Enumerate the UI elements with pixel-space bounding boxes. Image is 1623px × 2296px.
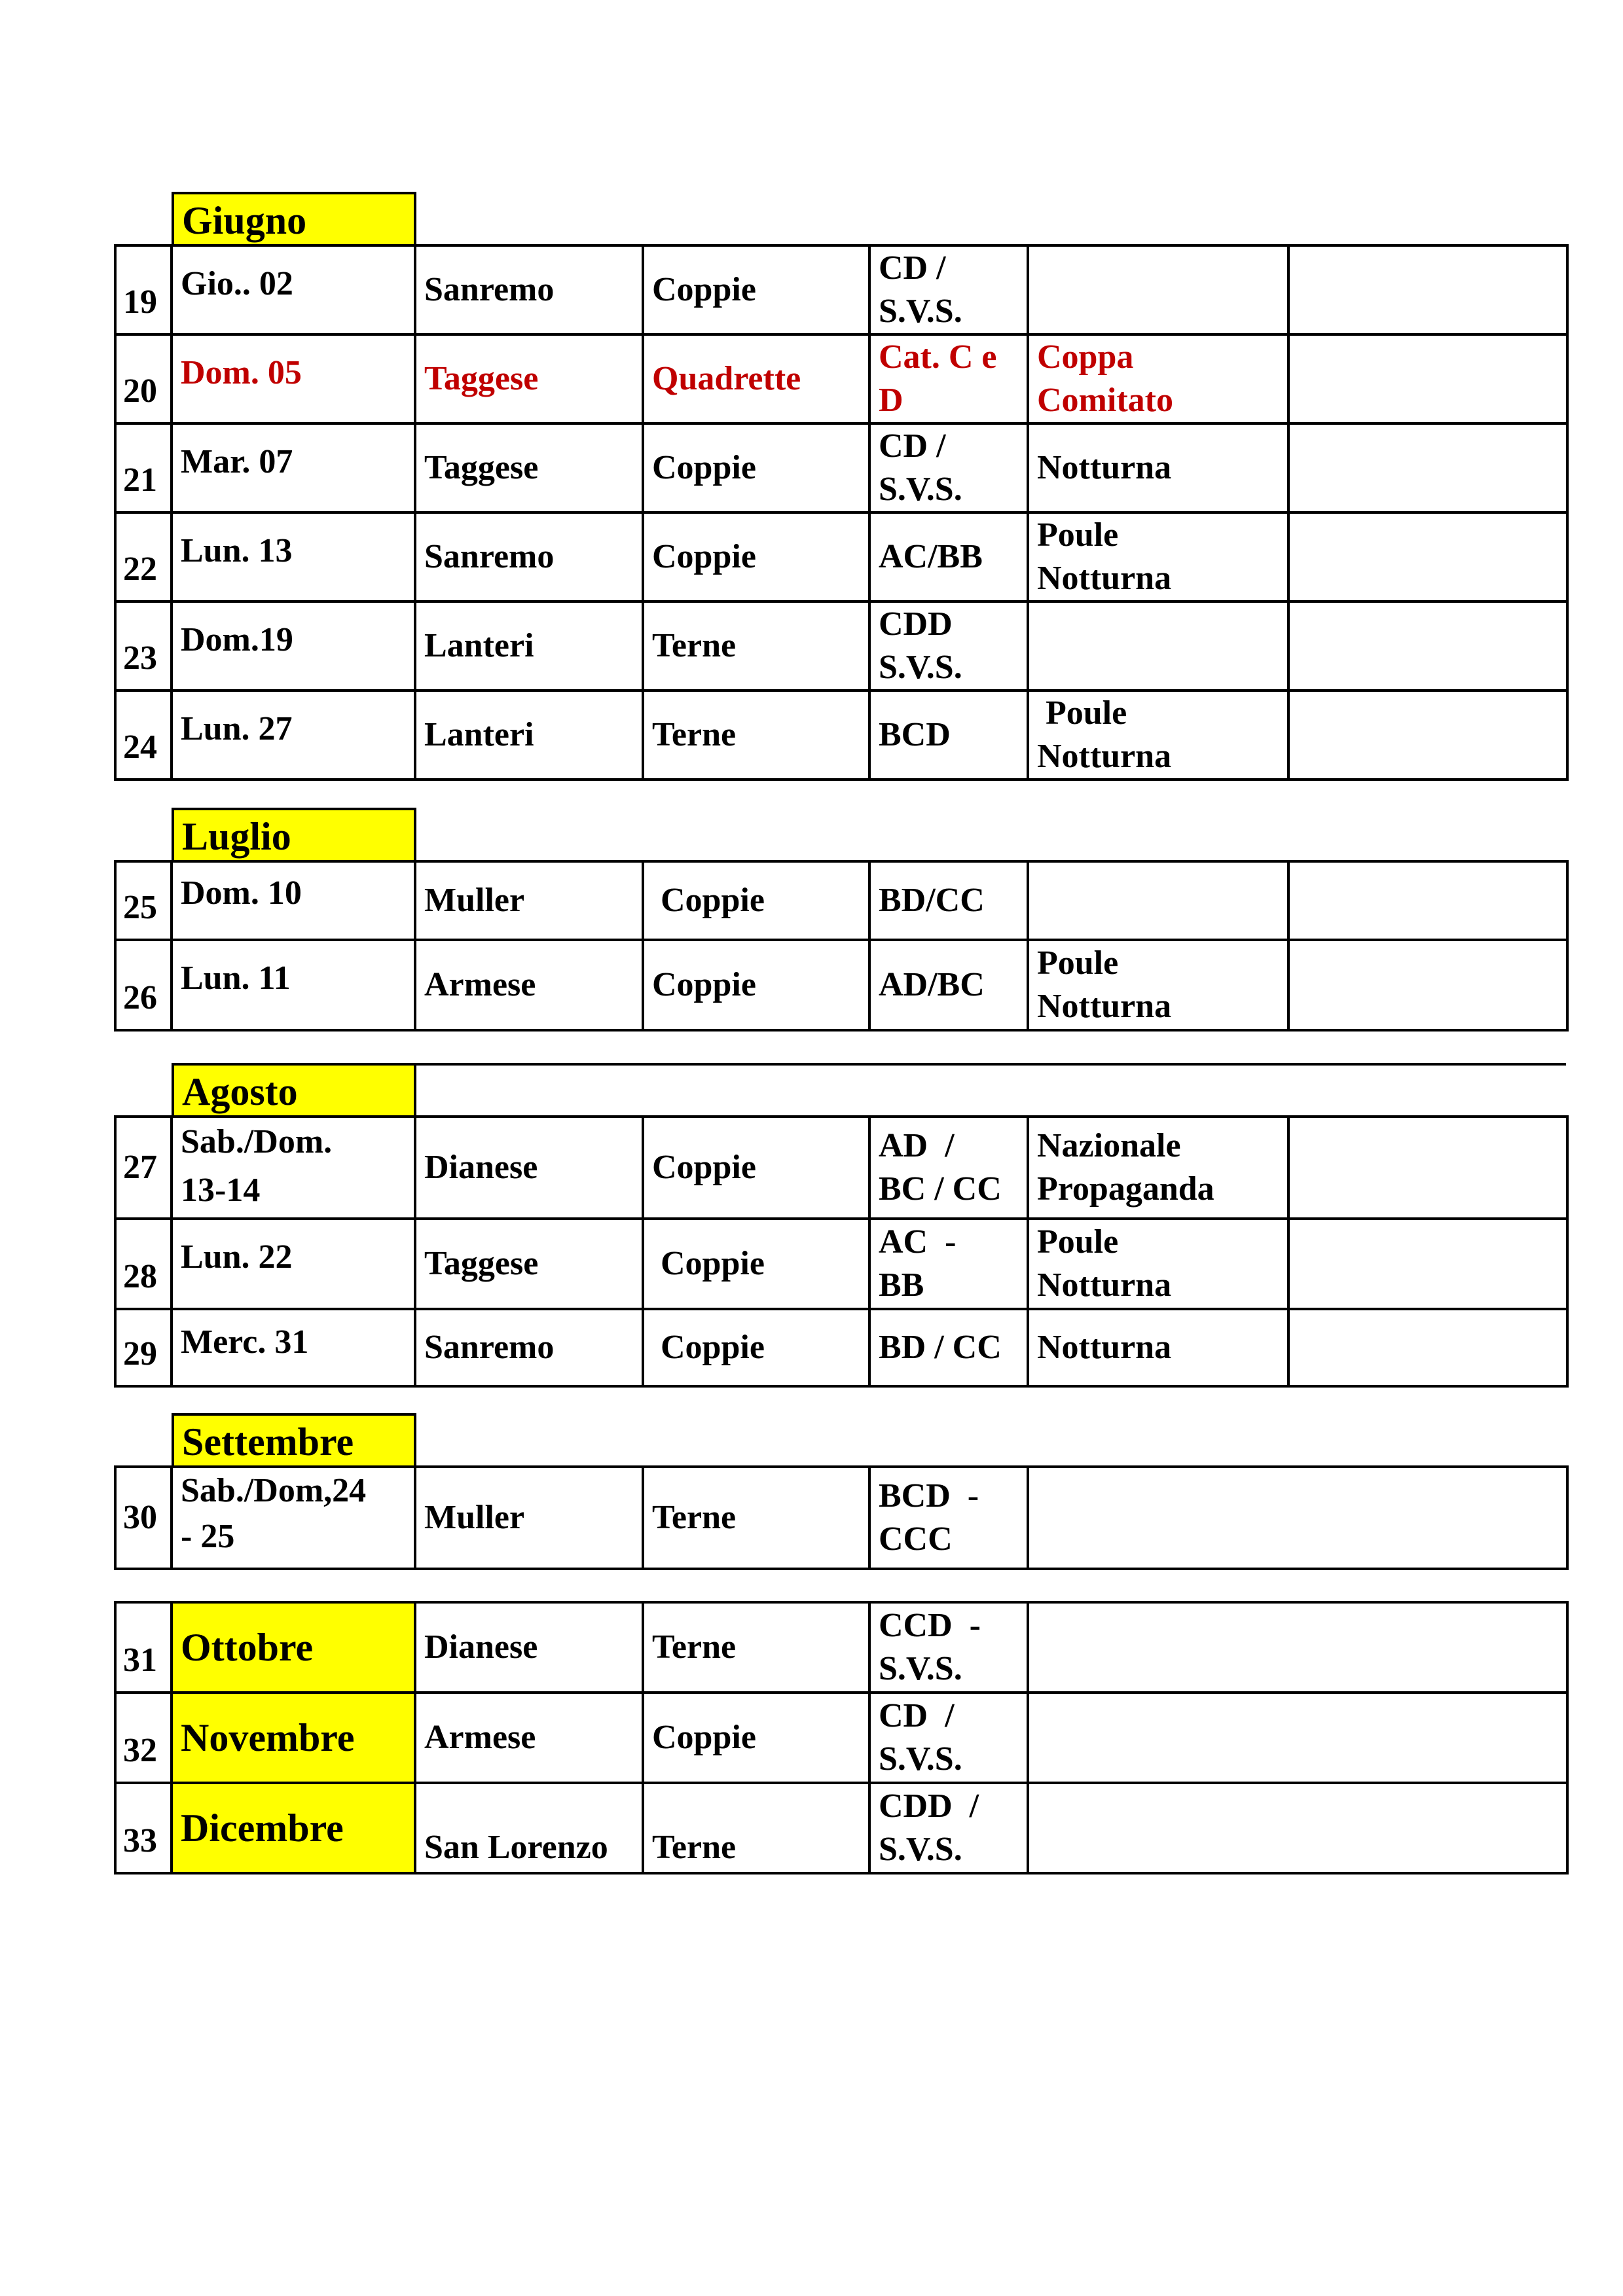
row-empty — [1288, 1219, 1567, 1309]
table-row — [115, 512, 1567, 601]
row-category: BD / CC — [869, 1309, 1028, 1386]
row-number: 19 — [115, 245, 172, 334]
row-month: Ottobre — [172, 1602, 415, 1693]
schedule-table-agosto — [114, 1115, 1569, 1388]
row-number: 24 — [115, 691, 172, 780]
row-category: AD / BC / CC — [869, 1117, 1028, 1219]
row-note — [1028, 861, 1288, 940]
row-number: 20 — [115, 334, 172, 423]
row-month: Novembre — [172, 1693, 415, 1783]
row-date: Lun. 13 — [172, 512, 415, 601]
table-row — [115, 423, 1567, 512]
month-label-settembre: Settembre — [172, 1413, 416, 1468]
row-type: Coppie — [643, 1117, 869, 1219]
row-category: BCD — [869, 691, 1028, 780]
row-note: Poule Notturna — [1028, 691, 1288, 780]
row-place: Armese — [415, 1693, 643, 1783]
row-category: CD / S.V.S. — [869, 423, 1028, 512]
row-category: AC - BB — [869, 1219, 1028, 1309]
row-number: 31 — [115, 1602, 172, 1693]
row-place: Lanteri — [415, 691, 643, 780]
row-number: 26 — [115, 940, 172, 1030]
row-number: 22 — [115, 512, 172, 601]
agosto-top-rule — [414, 1063, 1566, 1066]
row-note: Poule Notturna — [1028, 512, 1288, 601]
row-empty — [1288, 1309, 1567, 1386]
row-note — [1028, 601, 1288, 691]
month-label-agosto: Agosto — [172, 1063, 416, 1118]
row-type: Terne — [643, 691, 869, 780]
table-row — [115, 1783, 1567, 1873]
row-number: 33 — [115, 1783, 172, 1873]
row-type: Terne — [643, 601, 869, 691]
row-type: Coppie — [643, 861, 869, 940]
row-date: Mar. 07 — [172, 423, 415, 512]
row-empty — [1288, 691, 1567, 780]
table-row — [115, 861, 1567, 940]
row-place: San Lorenzo — [415, 1783, 643, 1873]
row-note — [1028, 1783, 1567, 1873]
row-category: BCD - CCC — [869, 1467, 1028, 1569]
table-row — [115, 1602, 1567, 1693]
row-category: CCD - S.V.S. — [869, 1602, 1028, 1693]
row-note: Notturna — [1028, 423, 1288, 512]
row-type: Quadrette — [643, 334, 869, 423]
table-row — [115, 1467, 1567, 1569]
row-note: Coppa Comitato — [1028, 334, 1288, 423]
row-type: Coppie — [643, 940, 869, 1030]
table-row — [115, 245, 1567, 334]
row-category: Cat. C e D — [869, 334, 1028, 423]
row-month: Dicembre — [172, 1783, 415, 1873]
row-place: Armese — [415, 940, 643, 1030]
row-type: Coppie — [643, 423, 869, 512]
row-note — [1028, 245, 1288, 334]
month-label-giugno: Giugno — [172, 192, 416, 247]
table-row — [115, 940, 1567, 1030]
row-date: Dom. 05 — [172, 334, 415, 423]
row-note — [1028, 1602, 1567, 1693]
row-number: 32 — [115, 1693, 172, 1783]
row-note: Nazionale Propaganda — [1028, 1117, 1288, 1219]
row-date: Merc. 31 — [172, 1309, 415, 1386]
schedule-table-settembre — [114, 1465, 1569, 1570]
row-number: 27 — [115, 1117, 172, 1219]
row-date: Lun. 27 — [172, 691, 415, 780]
row-empty — [1288, 1117, 1567, 1219]
row-date: Gio.. 02 — [172, 245, 415, 334]
row-note: Poule Notturna — [1028, 1219, 1288, 1309]
row-place: Taggese — [415, 334, 643, 423]
row-number: 25 — [115, 861, 172, 940]
row-category: CDD S.V.S. — [869, 601, 1028, 691]
row-place: Taggese — [415, 1219, 643, 1309]
row-type: Terne — [643, 1602, 869, 1693]
month-label-luglio: Luglio — [172, 808, 416, 863]
row-note — [1028, 1693, 1567, 1783]
row-type: Coppie — [643, 1693, 869, 1783]
row-number: 28 — [115, 1219, 172, 1309]
row-date: Lun. 22 — [172, 1219, 415, 1309]
row-empty — [1288, 601, 1567, 691]
table-row — [115, 1117, 1567, 1219]
row-place: Lanteri — [415, 601, 643, 691]
row-note — [1028, 1467, 1567, 1569]
row-empty — [1288, 861, 1567, 940]
row-category: AD/BC — [869, 940, 1028, 1030]
table-row — [115, 1693, 1567, 1783]
row-place: Sanremo — [415, 1309, 643, 1386]
schedule-table-months — [114, 1601, 1569, 1874]
row-place: Taggese — [415, 423, 643, 512]
row-category: AC/BB — [869, 512, 1028, 601]
row-category: CD / S.V.S. — [869, 245, 1028, 334]
table-row — [115, 1219, 1567, 1309]
row-number: 29 — [115, 1309, 172, 1386]
row-date: Lun. 11 — [172, 940, 415, 1030]
row-type: Coppie — [643, 512, 869, 601]
schedule-table-luglio — [114, 860, 1569, 1031]
row-number: 21 — [115, 423, 172, 512]
row-place: Sanremo — [415, 245, 643, 334]
row-date: Sab./Dom. 13-14 — [172, 1117, 415, 1219]
row-category: CD / S.V.S. — [869, 1693, 1028, 1783]
row-empty — [1288, 334, 1567, 423]
row-category: BD/CC — [869, 861, 1028, 940]
row-type: Terne — [643, 1467, 869, 1569]
row-place: Muller — [415, 861, 643, 940]
row-date: Sab./Dom,24 - 25 — [172, 1467, 415, 1569]
table-row — [115, 334, 1567, 423]
row-empty — [1288, 940, 1567, 1030]
row-type: Coppie — [643, 1219, 869, 1309]
row-place: Sanremo — [415, 512, 643, 601]
row-note: Notturna — [1028, 1309, 1288, 1386]
row-date: Dom.19 — [172, 601, 415, 691]
row-type: Terne — [643, 1783, 869, 1873]
row-date: Dom. 10 — [172, 861, 415, 940]
row-category: CDD / S.V.S. — [869, 1783, 1028, 1873]
table-row — [115, 691, 1567, 780]
table-row — [115, 601, 1567, 691]
row-note: Poule Notturna — [1028, 940, 1288, 1030]
row-empty — [1288, 245, 1567, 334]
row-place: Dianese — [415, 1117, 643, 1219]
row-empty — [1288, 423, 1567, 512]
row-number: 23 — [115, 601, 172, 691]
table-row — [115, 1309, 1567, 1386]
row-type: Coppie — [643, 245, 869, 334]
row-empty — [1288, 512, 1567, 601]
row-place: Muller — [415, 1467, 643, 1569]
row-type: Coppie — [643, 1309, 869, 1386]
row-number: 30 — [115, 1467, 172, 1569]
schedule-table-giugno — [114, 244, 1569, 781]
row-place: Dianese — [415, 1602, 643, 1693]
